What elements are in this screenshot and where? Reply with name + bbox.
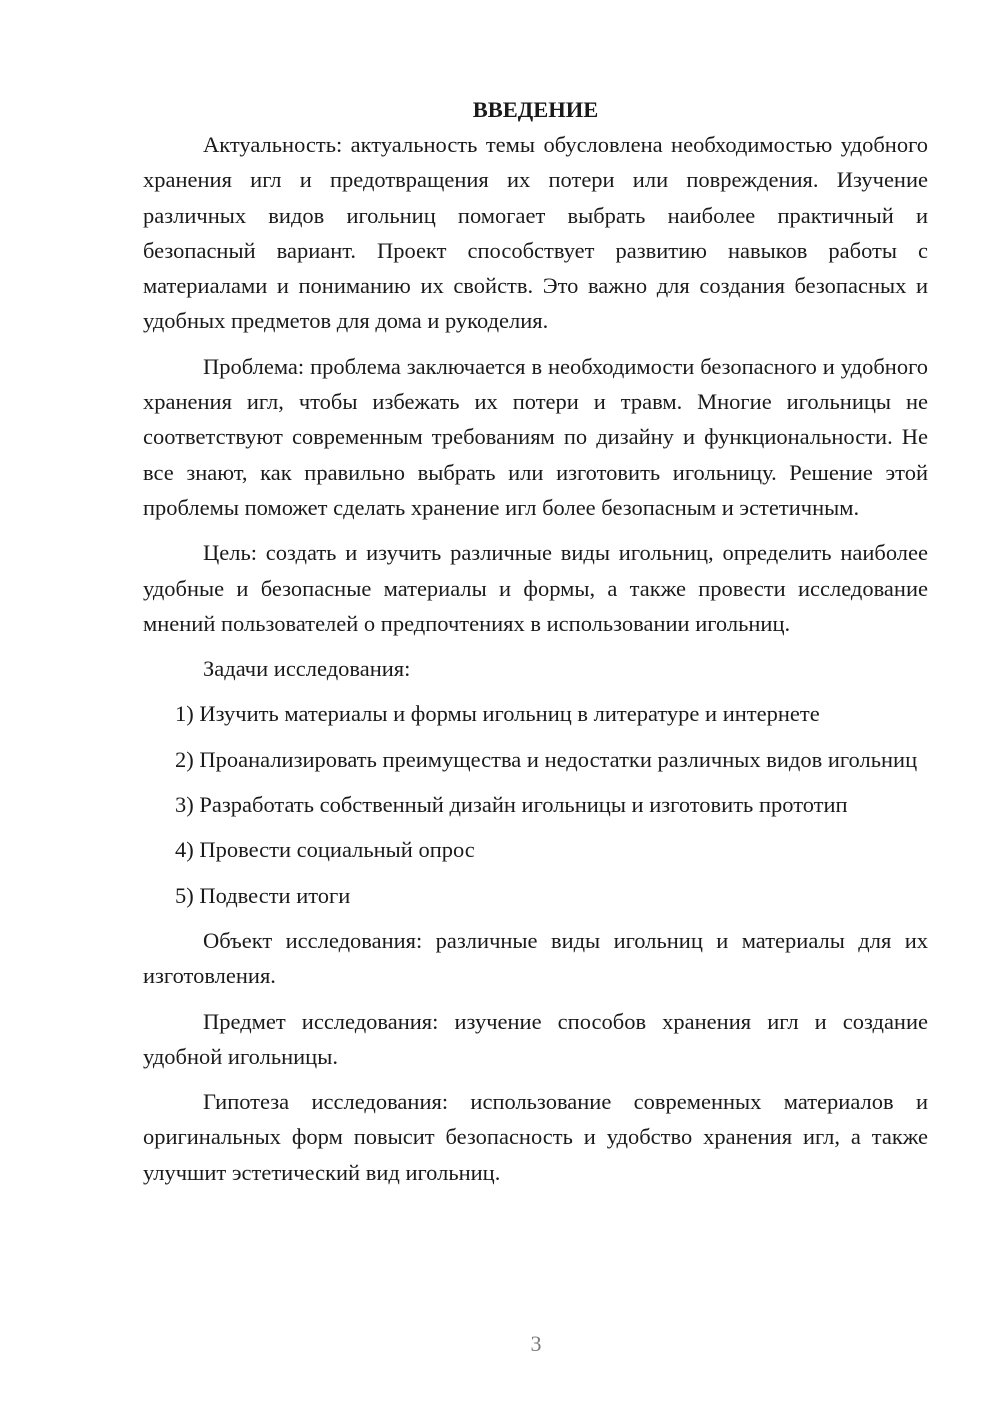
- relevance-paragraph: Актуальность: актуальность темы обусловлена необходимостью удобного хранения игл и предотвращения их потери или повреждения. Изучение различных видов игольниц помогает выбрать наиболее практичный и безопасный вариант. Проект способствует развитию навыков работы с материалами и пониманию их свойств. Это важно для создания безопасных и удобных предметов для дома и рукоделия.: [143, 132, 928, 334]
- task-item-2: 2) Проанализировать преимущества и недостатки различных видов игольниц: [175, 746, 918, 772]
- subject-paragraph: Предмет исследования: изучение способов хранения игл и создание удобной игольницы.: [143, 1008, 928, 1069]
- object-paragraph: Объект исследования: различные виды игольниц и материалы для их изготовления.: [143, 927, 928, 989]
- problem-paragraph: Проблема: проблема заключается в необходимости безопасного и удобного хранения игл, чтобы избежать их потери и травм. Многие игольницы не соответствуют современным требованиям по дизайну и функциональности. Не все знают, как правильно выбрать или изготовить игольницу. Решение этой проблемы поможет сделать хранение игл более безопасным и эстетичным.: [143, 353, 928, 520]
- section-title: ВВЕДЕНИЕ: [472, 97, 599, 122]
- page-number: 3: [530, 1331, 542, 1356]
- goal-paragraph: Цель: создать и изучить различные виды игольниц, определить наиболее удобные и безопасные материалы и формы, а также провести исследование мнений пользователей о предпочтениях в использовании игольниц.: [143, 540, 928, 636]
- hypothesis-paragraph: Гипотеза исследования: использование современных материалов и оригинальных форм повысит безопасность и удобство хранения игл, а также улучшит эстетический вид игольниц.: [143, 1089, 928, 1185]
- task-item-4: 4) Провести социальный опрос: [175, 837, 475, 863]
- tasks-heading: Задачи исследования:: [203, 656, 411, 682]
- task-item-3: 3) Разработать собственный дизайн игольницы и изготовить прототип: [175, 792, 848, 818]
- task-item-5: 5) Подвести итоги: [175, 882, 351, 908]
- document-page: [143, 92, 928, 1190]
- task-item-1: 1) Изучить материалы и формы игольниц в литературе и интернете: [175, 701, 820, 727]
